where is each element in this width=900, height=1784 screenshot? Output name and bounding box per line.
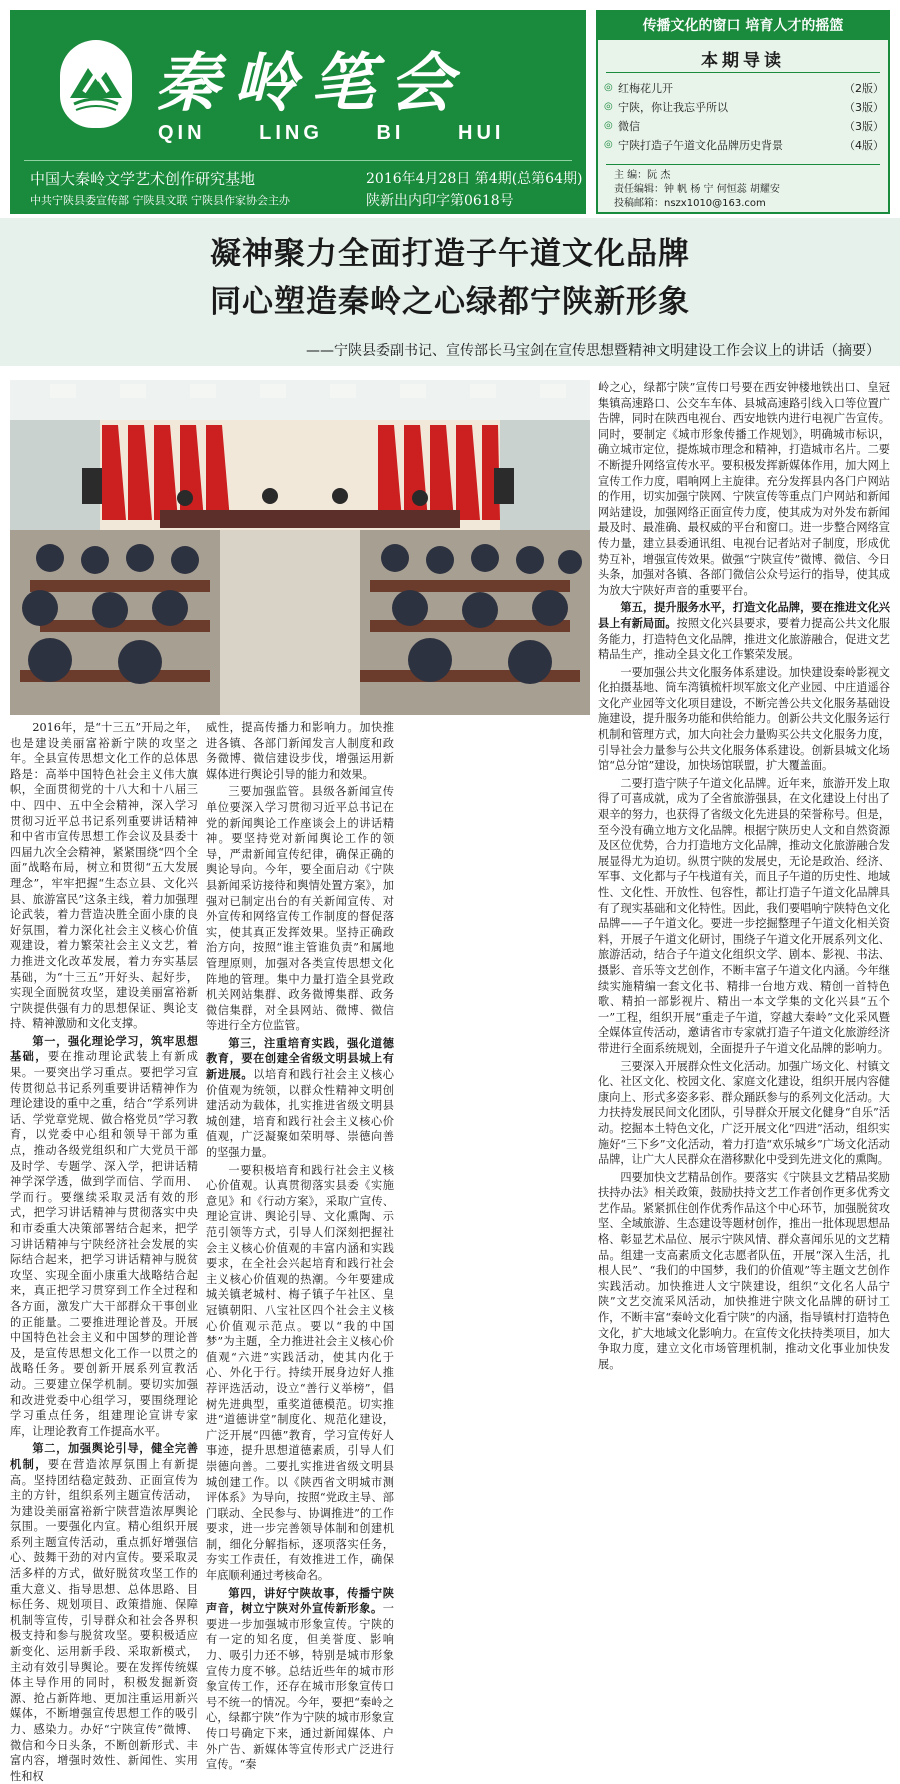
- headline-line-2: 同心塑造秦岭之心绿都宁陕新形象: [210, 284, 690, 320]
- guide-list: [604, 78, 884, 154]
- meeting-photo: [10, 380, 590, 715]
- brand-pinyin: QIN LING BI HUI: [158, 122, 505, 144]
- guide-item-page: （3版）: [844, 100, 884, 114]
- paragraph: 一要加强公共文化服务体系建设。加快建设秦岭影视文化拍摄基地、筒车湾镇梳杆坝军旅文化产业园、中庄逍遥谷文化产业园等文化项目建设，不断完善公共文化服务基础设施建设，提升服务功能和供给能力。创新公共文化服务运行机制和管理方式，加大向社会力量购买公共文化服务力度，引导社会力量参与公共文化服务体系建设。创新县城文化场馆“总分馆”建设，加快场馆联盟，扩大覆盖面。: [598, 665, 890, 773]
- brand-title: 秦岭笔会: [155, 46, 467, 121]
- paragraph: 第三，注重培育实践，强化道德教育，要在创建全省级文明县城上有新进展。以培育和践行社会主义核心价值观为统领，以群众性精神文明创建活动为载体，扎实推进省级文明县城创建，培育和践行社会主义核心价值观，广泛凝聚如荣明辱、崇德向善的坚强力量。: [206, 1035, 394, 1160]
- article-column-4: [598, 380, 890, 1371]
- credits: [614, 169, 780, 211]
- paragraph: 威性，提高传播力和影响力。加快推进各镇、各部门新闻发言人制度和政务微博、微信建设步伐，增强运用新媒体进行舆论引导的能力和效果。: [206, 721, 394, 781]
- bullet-icon: ◎: [604, 120, 613, 131]
- article-column-1: [10, 720, 198, 1783]
- divider: [24, 160, 572, 161]
- guide-panel: [596, 10, 890, 214]
- paragraph: 第二，加强舆论引导，健全完善机制，要在营造浓厚氛围上有新提高。坚持团结稳定鼓劲、正面宣传为主的方针，组织系列主题宣传活动，为建设美丽富裕新宁陕营造浓厚舆论氛围。一要强化内宣。精心组织开展系列主题宣传活动，重点抓好增强信心、鼓舞干劲的对内宣传。要采取灵活多样的方式，做好脱贫攻坚工作的重大意义、指导思想、总体思路、目标任务、规划项目、政策措施、保障机制等宣传，引导群众和社会各界积极支持和参与脱贫攻坚。要积极适应新变化、运用新手段、采取新模式，主动有效引导舆论。要在发挥传统媒体主导作用的同时，积极发掘新资源、抢占新阵地、更加注重运用新兴媒体，不断增强宣传思想工作的吸引力、感染力。办好“宁陕宣传”微博、微信和今日头条，不断创新形式、丰富内容，增强时效性、新闻性、实用性和权: [10, 1441, 198, 1783]
- headline-line-1: 凝神聚力全面打造子午道文化品牌: [210, 236, 690, 272]
- paragraph: 一要积极培育和践行社会主义核心价值观。认真贯彻落实县委《实施意见》和《行动方案》，采取广宣传、理论宣讲、舆论引导、文化熏陶、示范引领等方式，引导人们深刻把握社会主义核心价值观的丰富内涵和实践要求，在全社会兴起培育和践行社会主义核心价值观的热潮。今年要建成城关镇老城村、梅子镇子午社区、皇冠镇朝阳、八宝社区四个社会主义核心价值观示范点。要以“我的中国梦”为主题，全力推进社会主义核心价值观“六进”实践活动，使其内化于心、外化于行。持续开展身边好人推荐评选活动，设立“善行义举榜”，倡树先进典型，重奖道德模范。切实推进“道德讲堂”制度化、规范化建设，广泛开展“四德”教育，学习宣传好人事迹，提升思想道德素质，引导人们崇德向善。二要扎实推进省级文明县城创建工作。以《陕西省文明城市测评体系》为导向，按照“党政主导、部门联动、全民参与、协调推进”的工作要求，进一步完善领导体制和创建机制，细化分解指标，逐项落实任务，夯实工作责任，有效推进工作，确保年底顺利通过考核命名。: [206, 1163, 394, 1583]
- guide-item-text: 宁陕，你让我忘乎所以: [618, 100, 728, 114]
- guide-item[interactable]: [604, 116, 884, 135]
- divider: [606, 72, 880, 73]
- guide-item[interactable]: [604, 135, 884, 154]
- conference-hall-image: [10, 380, 590, 715]
- guide-item-page: （2版）: [844, 81, 884, 95]
- masthead: [10, 10, 890, 214]
- paragraph: 四要加快文艺精品创作。要落实《宁陕县文艺精品奖励扶持办法》相关政策，鼓励扶持文艺工作者创作更多优秀文艺作品。紧紧抓住创作优秀作品这个中心环节，加强脱贫攻坚、全域旅游、生态建设等题材创作，推出一批体现思想品格、彰显艺术品位、展示宁陕风情、群众喜闻乐见的文艺精品。组建一支高素质文化志愿者队伍，开展“深入生活，扎根人民”、“我们的中国梦，我们的价值观”等主题文艺创作实践活动。加快推进人文宁陕建设，组织“文化名人品宁陕”文艺交流采风活动，加快推进宁陕文化品牌的研讨工作，不断丰富“秦岭文化看宁陕”的内涵，指导镇村打造特色文化，扩大地域文化影响力。在宣传文化扶持类项目，加大争取力度，建立文化市场管理机制，推动文化事业加快发展。: [598, 1170, 890, 1371]
- guide-item[interactable]: [604, 78, 884, 97]
- base-name: 中国大秦岭文学艺术创作研究基地: [30, 170, 256, 188]
- issue-date: 2016年4月28日 第4期(总第64期): [366, 171, 583, 187]
- mountain-logo-icon: [66, 52, 126, 116]
- masthead-banner: [10, 10, 586, 214]
- paragraph: 二要打造宁陕子午道文化品牌。近年来，旅游开发上取得了可喜成就，成为了全省旅游强县，在文化建设上付出了艰辛的努力，也获得了省级文化先进县的荣誉称号。但是，至今没有确立地方文化品牌。根据宁陕历史人文和自然资源及区位优势，合力打造地方文化品牌，推动文化旅游融合发展显得尤为迫切。纵贯宁陕的发展史，无论是政治、经济、军事、文化都与子午栈道有关，而且子午道的历史性、地域性、文化性、开放性、包容性，都让打造子午道文化品牌具有了现实基础和文化特性。因此，我们要唱响宁陕特色文化品牌——子午道文化。要进一步挖掘整理子午道文化相关资料，开展子午道文化研讨，围绕子午道文化开展系列文化、旅游活动，结合子午道文化组织文学、剧本、影视、书法、摄影、音乐等文艺创作，不断丰富子午道文化内涵。今年继续实施精编一套文化书、精排一台地方戏、精创一首特色歌、精拍一部影视片、精出一本文学集的文化兴县“五个一”工程，组织开展“重走子午道，穿越大秦岭”文化采风暨全媒体宣传活动，邀请省市专家就打造子午道文化旅游经济带进行全面系统规划，全面提升子午道文化品牌的影响力。: [598, 776, 890, 1055]
- guide-item-text: 红梅花儿开: [618, 81, 673, 95]
- article-column-2: [206, 720, 394, 1772]
- paragraph: 2016年，是“十三五”开局之年，也是建设美丽富裕新宁陕的攻坚之年。全县宣传思想文化工作的总体思路是：高举中国特色社会主义伟大旗帜，全面贯彻党的十八大和十八届三中、四中、五中全会精神，深入学习贯彻习近平总书记系列重要讲话精神和中省市宣传思想工作会议及县委十四届九次全会精神，紧紧围绕“四个全面”战略布局，树立和贯彻“五大发展理念”，牢牢把握“生态立县、文化兴县、旅游富民”这条主线，着力加强理论武装，着力营造决胜全面小康的良好氛围，着力深化社会主义核心价值观建设，着力繁荣社会主义文艺，着力推进文化改革发展，着力夯实基层基础，为“十三五”开好头、起好步，实现全面脱贫攻坚，建设美丽富裕新宁陕提供强有力的思想保证、舆论支持、精神激励和文化支撑。: [10, 721, 198, 1031]
- bullet-icon: ◎: [604, 82, 613, 93]
- paragraph: 岭之心，绿都宁陕”宣传口号要在西安钟楼地铁出口、皇冠集镇高速路口、公交车车体、县城高速路引线入口等位置广告牌，同时在陕西电视台、西安地铁内进行电视广告宣传。同时，要制定《城市形象传播工作规划》，明确城市标识，确立城市定位，提炼城市理念和精神，打造城市名片。二要不断提升网络宣传水平。要积极发挥新媒体作用，加大网上宣传工作力度，唱响网上主旋律。充分发挥县内各门户网站的作用，切实加强宁陕网、宁陕宣传等重点门户网站和新闻网站建设，加强网络正面宣传力度，使其成为对外发布新闻最及时、最准确、最权威的平台和窗口。进一步整合网络宣传力量，建立县委通讯组、电视台记者站对子制度，形成优势互补，增强宣传效果。做强“宁陕宣传”微博、微信、今日头条，加强对各镇、各部门微信公众号运行的指导，使其成为放大宁陕好声音的重要平台。: [598, 381, 890, 597]
- credit-email[interactable]: 投稿邮箱：nszx1010@163.com: [614, 198, 766, 209]
- guide-item[interactable]: [604, 97, 884, 116]
- organizers: 中共宁陕县委宣传部 宁陕县文联 宁陕县作家协会主办: [30, 194, 290, 207]
- guide-item-text: 宁陕打造子午道文化品牌历史背景: [618, 138, 783, 152]
- license-number: 陕新出内印字第0618号: [366, 193, 514, 209]
- guide-item-page: （4版）: [844, 138, 884, 152]
- bullet-icon: ◎: [604, 101, 613, 112]
- paragraph: 三要深入开展群众性文化活动。加强广场文化、村镇文化、社区文化、校园文化、家庭文化建设，组织开展内容健康向上、形式多姿多彩、群众踊跃参与的系列文化活动。大力扶持发展民间文化团队，引导群众开展文化健身“自乐”活动。挖掘本土特色文化，广泛开展文化“四进”活动，组织实施好“三下乡”文化活动，着力打造“欢乐城乡”广场文化活动品牌，让广大人民群众在潜移默化中受到先进文化的熏陶。: [598, 1059, 890, 1167]
- guide-title: 本期导读: [701, 51, 785, 71]
- paragraph: 第五，提升服务水平，打造文化品牌，要在推进文化兴县上有新局面。按照文化兴县要求，要着力提高公共文化服务能力，打造特色文化品牌，推进文化旅游融合，促进文艺精品生产，推动全县文化工作繁荣发展。: [598, 600, 890, 662]
- credit-editor: 主 编：阮 杰: [614, 170, 671, 181]
- bullet-icon: ◎: [604, 139, 613, 150]
- paragraph: 三要加强监管。县级各新闻宣传单位要深入学习贯彻习近平总书记在党的新闻舆论工作座谈会上的讲话精神。要坚持党对新闻舆论工作的领导，严肃新闻宣传纪律，确保正确的舆论导向。今年，要全面启动《宁陕县新闻采访接待和舆情处置方案》，加强对已制定出台的有关新闻宣传、对外宣传和网络宣传工作制度的督促落实，使其真正发挥效果。坚持正确政治方向，按照“谁主管谁负责”和属地管理原则，加强对各类宣传思想文化阵地的管理。集中力量打造全县党政机关网站集群、政务微博集群、政务微信集群，对全县网站、微博、微信等进行全方位监管。: [206, 785, 394, 1033]
- paragraph: 第四，讲好宁陕故事，传播宁陕声音，树立宁陕对外宣传新形象。一要进一步加强城市形象宣传。宁陕的有一定的知名度，但美誉度、影响力、吸引力还不够，特别是城市形象宣传力度不够。总结近些年的城市形象宣传工作，还存在城市形象宣传口号不统一的情况。今年，要把“秦岭之心，绿都宁陕”作为宁陕的城市形象宣传口号确定下来，通过新闻媒体、户外广告、新媒体等宣传形式广泛进行宣传。“秦: [206, 1585, 394, 1772]
- logo: [60, 40, 132, 128]
- subheadline: ——宁陕县委副书记、宣传部长马宝剑在宣传思想暨精神文明建设工作会议上的讲话（摘要）: [306, 343, 880, 359]
- credit-editors: 责任编辑：钟 帆 杨 宁 何恒蕊 胡耀安: [614, 184, 780, 195]
- divider: [606, 164, 880, 165]
- paragraph: 第一，强化理论学习，筑牢思想基础，要在推动理论武装上有新成果。一要突出学习重点。要把学习宣传贯彻总书记系列重要讲话精神作为理论建设的重中之重，结合“学系列讲话、学党章党规、做合格党员”学习教育，以党委中心组和领导干部为重点，推动各级党组织和广大党员干部及时学、专题学、深入学，把讲话精神学深学透，做到学而信、学而用、学而行。要继续采取灵活有效的形式，把学习讲话精神与贯彻落实中央和市委重大决策部署结合起来，把学习讲话精神与宁陕经济社会发展的实际结合起来，把学习讲话精神与脱贫攻坚、实现全面小康重大战略结合起来，真正把学习贯穿到工作全过程和各方面，激发广大干部群众干事创业的正能量。二要推进理论普及。开展中国特色社会主义和中国梦的理论普及，是宣传思想文化工作一以贯之的战略任务。要创新开展系列宣教活动。三要建立保学机制。要切实加强和改进党委中心组学习，要围绕理论学习重点任务，组建理论宣讲专家库，让理论教育工作提高水平。: [10, 1033, 198, 1438]
- guide-item-text: 微信: [618, 119, 640, 133]
- slogan: 传播文化的窗口 培育人才的摇篮: [598, 12, 888, 40]
- guide-item-page: （3版）: [844, 119, 884, 133]
